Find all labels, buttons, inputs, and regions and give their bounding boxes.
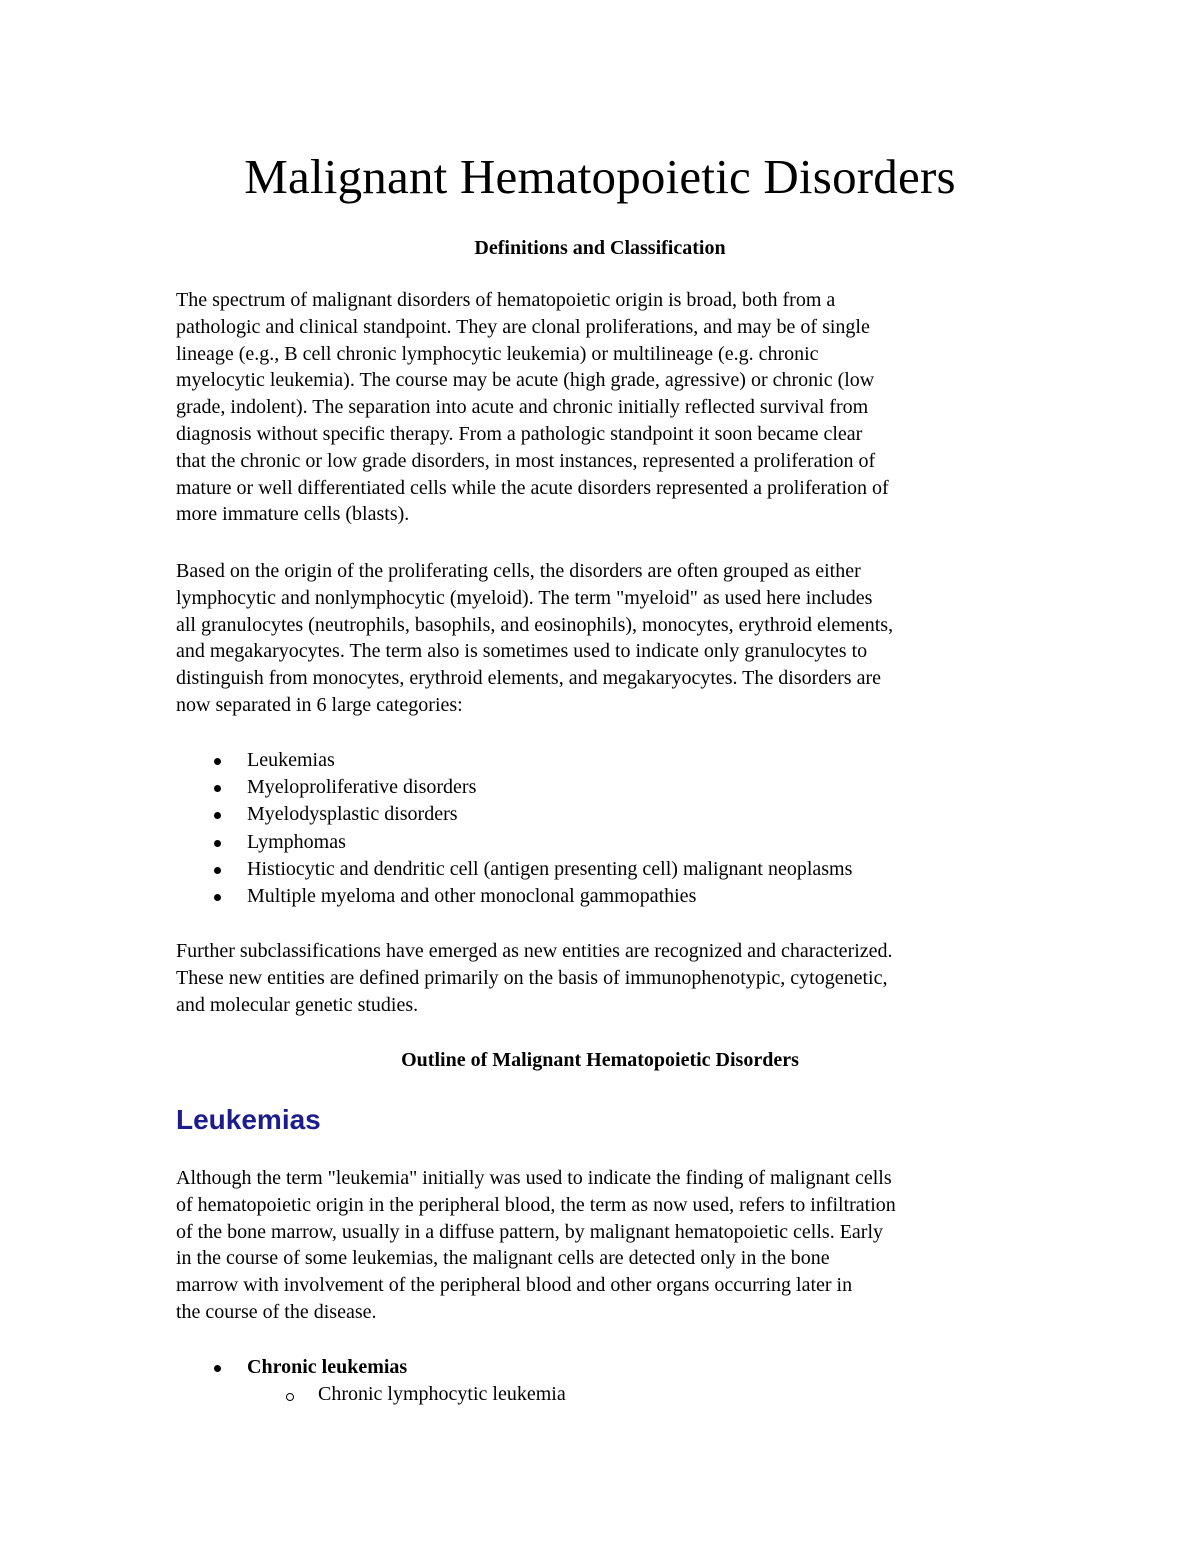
intro-line: more immature cells (blasts). (176, 503, 410, 526)
list-item (176, 1354, 1046, 1381)
list-item (176, 829, 1046, 856)
further-paragraph (176, 938, 1046, 1018)
leukemia-line: of hematopoietic origin in the peripheral blood, the term as now used, refers to infiltration (176, 1193, 896, 1216)
leukemia-type-label: Chronic leukemias (247, 1356, 408, 1378)
intro-line: myelocytic leukemia). The course may be acute (high grade, agressive) or chronic (low (176, 369, 875, 392)
origin-line: now separated in 6 large categories: (176, 693, 463, 716)
list-item (176, 856, 1046, 883)
origin-line: distinguish from monocytes, erythroid elements, and megakaryocytes. The disorders are (176, 667, 881, 690)
further-line: Further subclassifications have emerged as new entities are recognized and characterized. (176, 940, 893, 962)
leukemias-heading: Leukemias (176, 1104, 321, 1135)
circle-bullet-icon (286, 1393, 294, 1401)
intro-line: The spectrum of malignant disorders of hematopoietic origin is broad, both from a (176, 289, 836, 311)
leukemia-types-list (176, 1354, 1046, 1408)
category-label: Myelodysplastic disorders (247, 803, 458, 826)
origin-line: lymphocytic and nonlymphocytic (myeloid). The term "myeloid" as used here includes (176, 586, 873, 609)
leukemia-subtype-label: Chronic lymphocytic leukemia (318, 1383, 566, 1406)
further-line: and molecular genetic studies. (176, 993, 419, 1016)
bullet-icon (214, 1365, 221, 1372)
list-item (176, 747, 1046, 774)
list-item (176, 1381, 1046, 1408)
leukemia-line: the course of the disease. (176, 1300, 377, 1323)
bullet-icon (214, 894, 221, 901)
outline-heading: Outline of Malignant Hematopoietic Disorders (401, 1049, 799, 1071)
origin-line: Based on the origin of the proliferating cells, the disorders are often grouped as either (176, 560, 861, 582)
definitions-heading: Definitions and Classification (474, 237, 726, 259)
bullet-icon (214, 867, 221, 874)
origin-paragraph (176, 558, 1046, 719)
category-label: Lymphomas (247, 830, 346, 853)
intro-line: lineage (e.g., B cell chronic lymphocytic leukemia) or multilineage (e.g. chronic (176, 342, 819, 365)
intro-paragraph (176, 287, 1046, 528)
category-label: Myeloproliferative disorders (247, 776, 477, 799)
intro-line: grade, indolent). The separation into acute and chronic initially reflected survival from (176, 396, 869, 419)
leukemia-line: in the course of some leukemias, the malignant cells are detected only in the bone (176, 1247, 830, 1270)
bullet-icon (214, 840, 221, 847)
category-label: Multiple myeloma and other monoclonal gammopathies (247, 885, 697, 908)
category-label: Leukemias (247, 749, 335, 771)
further-line: These new entities are defined primarily on the basis of immunophenotypic, cytogenetic, (176, 966, 888, 989)
leukemia-paragraph (176, 1165, 1046, 1326)
intro-line: diagnosis without specific therapy. From a pathologic standpoint it soon became clear (176, 422, 863, 445)
intro-line: pathologic and clinical standpoint. They are clonal proliferations, and may be of single (176, 315, 870, 338)
leukemia-line: of the bone marrow, usually in a diffuse pattern, by malignant hematopoietic cells. Early (176, 1220, 884, 1243)
origin-line: and megakaryocytes. The term also is sometimes used to indicate only granulocytes to (176, 640, 868, 663)
origin-line: all granulocytes (neutrophils, basophils, and eosinophils), monocytes, erythroid elements, (176, 613, 894, 636)
leukemia-line: Although the term "leukemia" initially was used to indicate the finding of malignant cells (176, 1167, 892, 1189)
intro-line: mature or well differentiated cells while the acute disorders represented a proliferation of (176, 476, 889, 499)
bullet-icon (214, 812, 221, 819)
page-title: Malignant Hematopoietic Disorders (244, 149, 956, 204)
intro-line: that the chronic or low grade disorders, in most instances, represented a proliferation of (176, 449, 876, 472)
list-item (176, 774, 1046, 801)
categories-list (176, 747, 1046, 910)
bullet-icon (214, 785, 221, 792)
list-item (176, 801, 1046, 828)
category-label: Histiocytic and dendritic cell (antigen presenting cell) malignant neoplasms (247, 857, 853, 880)
leukemia-line: marrow with involvement of the peripheral blood and other organs occurring later in (176, 1274, 853, 1297)
bullet-icon (214, 758, 221, 765)
list-item (176, 883, 1046, 910)
